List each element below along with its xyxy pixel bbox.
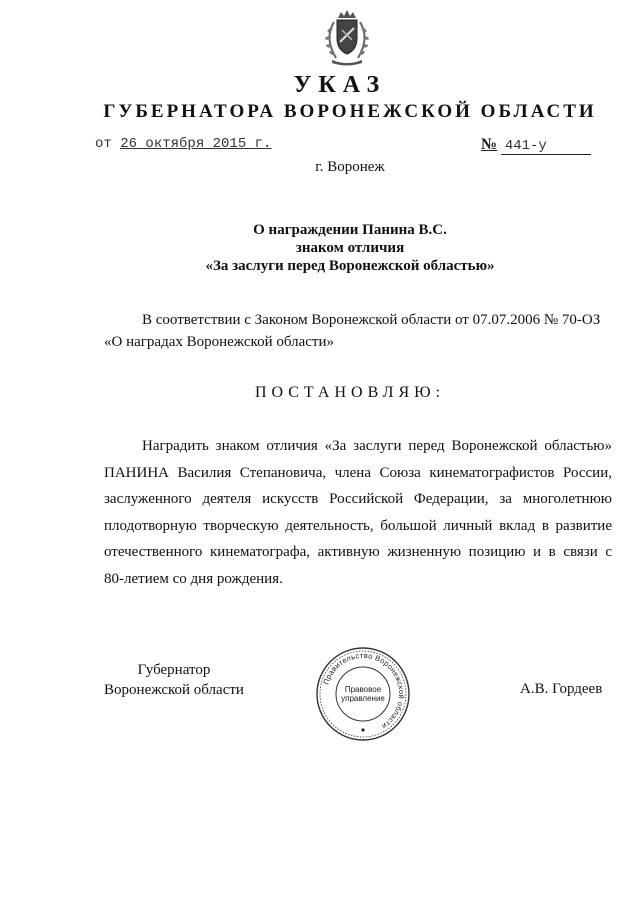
heading-line: «За заслуги перед Воронежской областью» [205,258,495,274]
award-paragraph [104,433,612,592]
heading-line: знаком отличия [295,240,405,256]
decree-word: ПОСТАНОВЛЯЮ: [254,384,446,401]
document-subtitle: ГУБЕРНАТОРА ВОРОНЕЖСКОЙ ОБЛАСТИ [103,101,597,122]
number-sign: № [481,136,498,153]
city: г. Воронеж [315,159,385,175]
award-line: заслуженного деятеля искусств Российской Федерации, за многолетнюю [104,491,612,507]
decree-heading [0,221,640,275]
basis-line: В соответствии с Законом Воронежской области от 07.07.2006 № 70-ОЗ [142,312,601,328]
position-line: Губернатор [137,662,211,678]
award-line: 80-летием со дня рождения. [104,570,283,587]
number-line [481,136,591,155]
date-line [95,136,271,152]
signatory-position [104,660,244,700]
heading-line: О награждении Панина В.С. [253,222,447,238]
document-title: УКАЗ [293,72,387,98]
basis-paragraph [104,309,612,353]
date-prefix: от [95,136,112,152]
basis-line: «О наградах Воронежской области» [104,334,335,350]
stamp-center-line: Правовое [344,685,382,694]
award-line: отечественного кинематографа, активную жизненную позицию и в связи с [104,544,612,560]
number-value: 441-у [501,138,591,155]
coat-of-arms-icon [318,8,376,68]
position-line: Воронежской области [104,682,244,698]
award-line: ПАНИНА Василия Степановича, члена Союза кинематографистов России, [104,464,612,481]
stamp-center-line: управление [341,694,385,703]
signatory-name: А.В. Гордеев [520,681,603,697]
official-stamp [315,646,411,742]
date-value: 26 октября 2015 г. [120,136,272,152]
award-line: Наградить знаком отличия «За заслуги перед Воронежской областью» [142,438,612,454]
award-line: плодотворную творческую деятельность, большой личный вклад в развитие [104,517,612,534]
stamp-ring-text: Правительство Воронежской области [321,650,407,732]
